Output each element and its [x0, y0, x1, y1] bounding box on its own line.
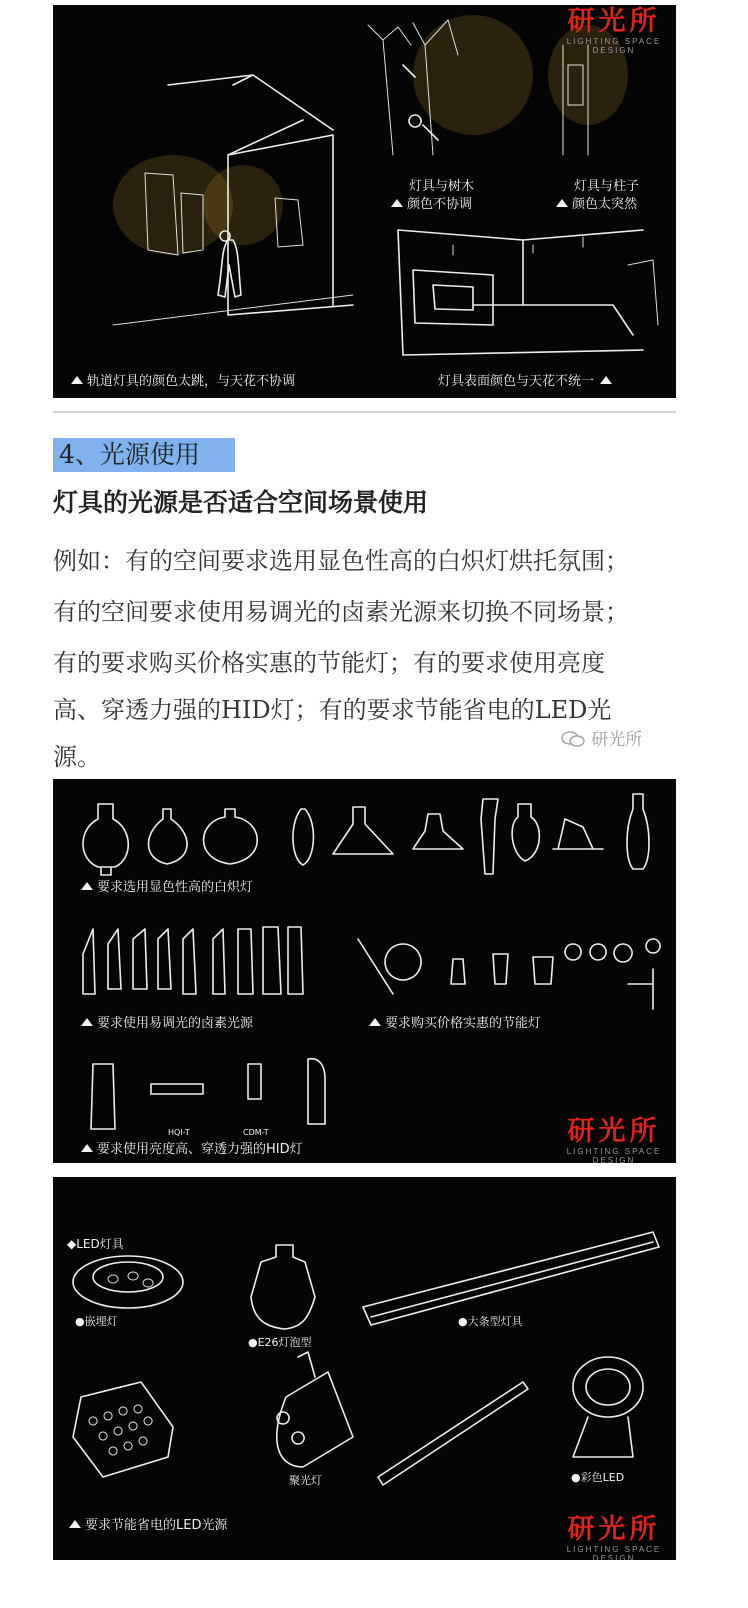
- brand-logo: [553, 7, 675, 55]
- brand-en: LIGHTING SPACE DESIGN: [566, 1545, 662, 1560]
- caption-track: [71, 373, 295, 391]
- sketch-label-cdm: CDM-T: [243, 1128, 269, 1137]
- bullet-icon: ●: [248, 1336, 258, 1349]
- sketch-panel-light-sources: [53, 779, 676, 1163]
- paragraph-line-1: 例如：有的空间要求选用显色性高的白炽灯烘托氛围；: [53, 547, 629, 575]
- watermark-text: 研光所: [591, 730, 643, 750]
- paragraph-line-2: 有的空间要求使用易调光的卤素光源来切换不同场景；: [53, 598, 629, 626]
- caption-ceiling: [438, 373, 616, 391]
- up-arrow-icon: [391, 199, 403, 207]
- paragraph-line-5: 源。: [53, 743, 101, 771]
- bullet-icon: ●: [75, 1315, 85, 1328]
- label-led-fixture: [67, 1235, 124, 1253]
- sketch-illustration-led-fixtures: [53, 1177, 676, 1560]
- brand-cn: 研光所: [567, 6, 661, 37]
- caption-halogen: [81, 1015, 253, 1033]
- label-spot: 聚光灯: [289, 1474, 322, 1487]
- section-heading: 4、光源使用: [53, 438, 235, 472]
- diamond-icon: ◆: [67, 1237, 77, 1251]
- up-arrow-icon: [71, 376, 83, 384]
- up-arrow-icon: [69, 1520, 81, 1528]
- brand-cn: 研光所: [567, 1514, 661, 1545]
- caption-pillar-line2: 颜色太突然: [572, 197, 638, 212]
- caption-cfl: [369, 1015, 541, 1033]
- divider: [53, 411, 676, 413]
- label-linear: [458, 1313, 523, 1331]
- caption-tree: [391, 178, 474, 214]
- caption-led-text: 要求节能省电的LED光源: [85, 1518, 228, 1533]
- label-color-led: [571, 1469, 624, 1487]
- label-bulb: [248, 1334, 312, 1352]
- up-arrow-icon: [600, 376, 612, 384]
- label-color-led-text: 彩色LED: [580, 1471, 625, 1484]
- up-arrow-icon: [556, 199, 568, 207]
- caption-hid: [81, 1141, 303, 1159]
- paragraph-line-4: 高、穿透力强的HID灯；有的要求节能省电的LED光: [53, 696, 612, 724]
- up-arrow-icon: [81, 1144, 93, 1152]
- caption-led: [69, 1517, 227, 1535]
- sketch-panel-led: [53, 1177, 676, 1560]
- caption-pillar: [556, 178, 639, 214]
- brand-en: LIGHTING SPACE DESIGN: [566, 1147, 662, 1163]
- brand-cn: 研光所: [567, 1116, 661, 1147]
- caption-pillar-line1: 灯具与柱子: [574, 179, 640, 194]
- sketch-illustration-lamps: [53, 779, 676, 1163]
- label-bulb-text: E26灯泡型: [257, 1336, 312, 1349]
- label-downlight-text: 嵌埋灯: [84, 1315, 118, 1328]
- caption-cfl-text: 要求购买价格实惠的节能灯: [385, 1016, 542, 1031]
- up-arrow-icon: [81, 1018, 93, 1026]
- brand-logo: [553, 1117, 675, 1163]
- up-arrow-icon: [81, 882, 93, 890]
- caption-track-text: 轨道灯具的颜色太跳，与天花不协调: [87, 374, 296, 389]
- label-linear-text: 大条型灯具: [467, 1315, 523, 1328]
- caption-tree-line1: 灯具与树木: [409, 179, 475, 194]
- caption-incandescent: [81, 879, 253, 897]
- bullet-icon: ●: [458, 1315, 468, 1328]
- brand-en: LIGHTING SPACE DESIGN: [566, 37, 662, 55]
- sketch-panel-fixture-color: [53, 5, 676, 398]
- bullet-icon: ●: [571, 1471, 581, 1484]
- caption-incandescent-text: 要求选用显色性高的白炽灯: [97, 880, 254, 895]
- sketch-label-hqi: HQI-T: [168, 1128, 190, 1137]
- watermark: [560, 725, 642, 750]
- up-arrow-icon: [369, 1018, 381, 1026]
- paragraph-line-3: 有的要求购买价格实惠的节能灯；有的要求使用亮度: [53, 649, 605, 677]
- caption-halogen-text: 要求使用易调光的卤素光源: [97, 1016, 254, 1031]
- label-led-fixture-text: LED灯具: [76, 1237, 124, 1251]
- brand-logo: [553, 1515, 675, 1560]
- label-downlight: [75, 1313, 118, 1331]
- caption-hid-text: 要求使用亮度高、穿透力强的HID灯: [97, 1142, 303, 1157]
- caption-tree-line2: 颜色不协调: [407, 197, 473, 212]
- section-subheading: 灯具的光源是否适合空间场景使用: [53, 488, 429, 517]
- caption-ceiling-text: 灯具表面颜色与天花不统一: [438, 374, 595, 389]
- wechat-icon: [560, 730, 586, 748]
